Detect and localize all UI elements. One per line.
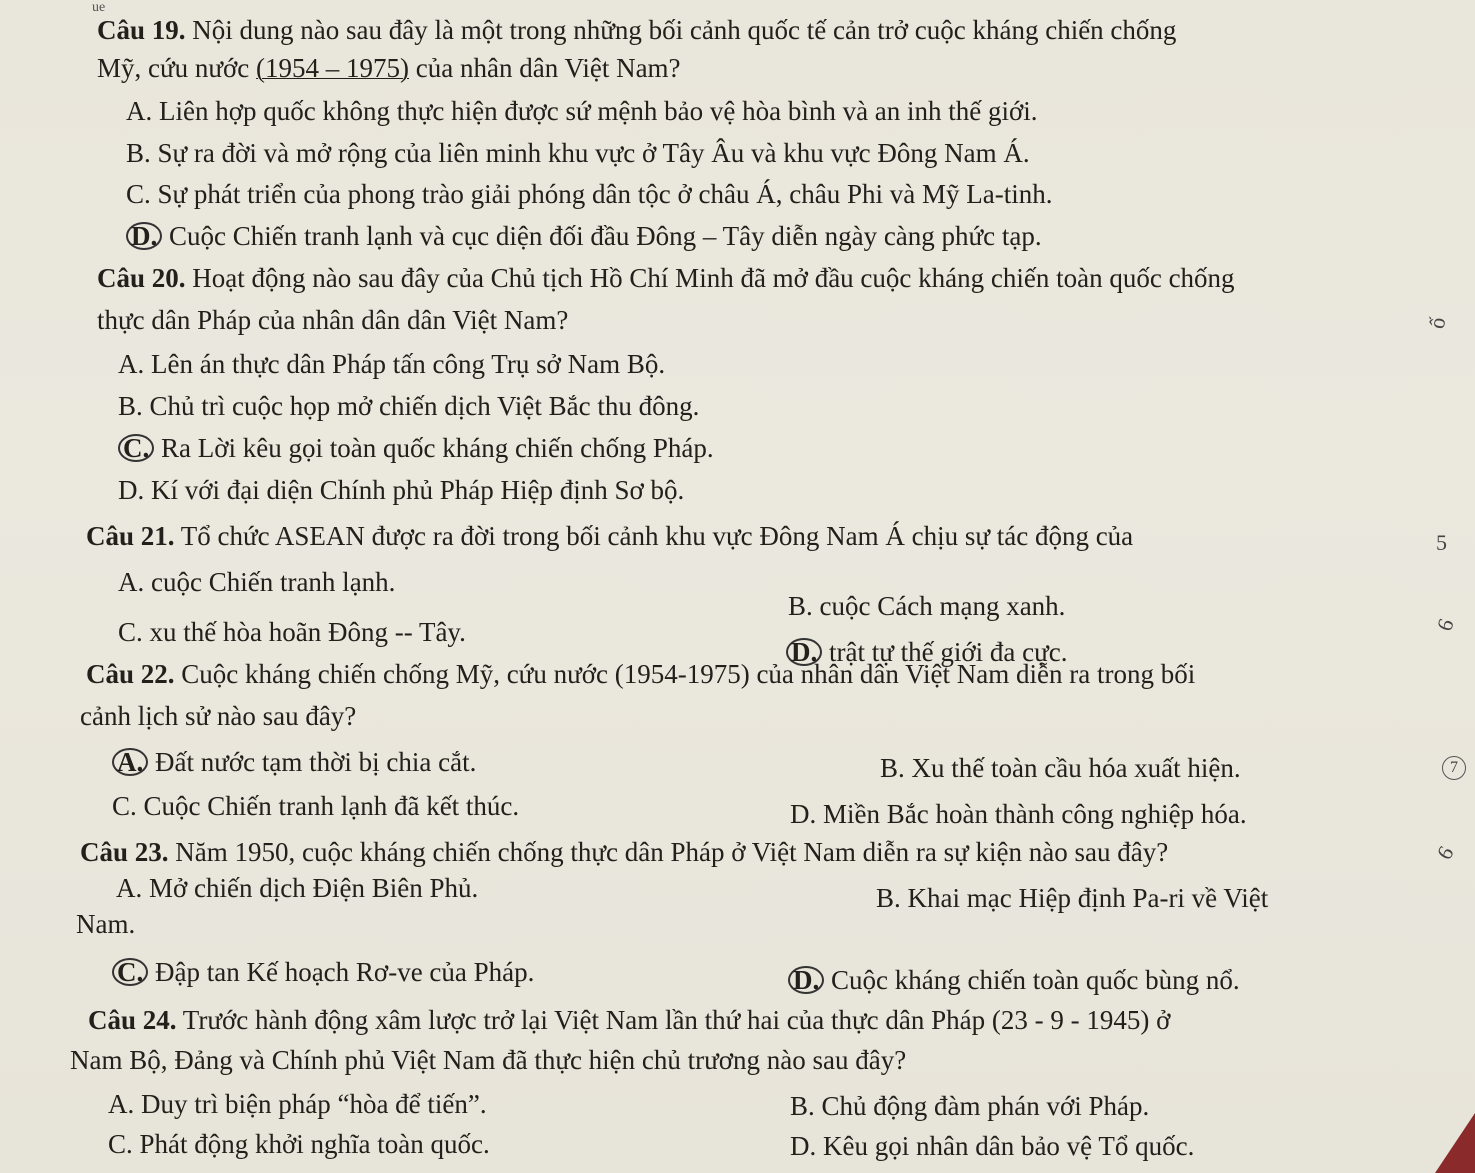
question-20-stem-text: Hoạt động nào sau đây của Chủ tịch Hồ Chí Minh đã mở đầu cuộc kháng chiến toàn quốc chống	[185, 263, 1235, 293]
question-23-stem-line1	[80, 836, 1168, 868]
question-24-option-c: C. Phát động khởi nghĩa toàn quốc.	[108, 1129, 490, 1159]
question-20-option-d: D. Kí với đại diện Chính phủ Pháp Hiệp định Sơ bộ.	[118, 475, 685, 505]
question-23-option-c	[112, 956, 534, 988]
question-19-stem-end: của nhân dân Việt Nam?	[409, 53, 681, 83]
question-20-option-c-marked: C.	[118, 434, 154, 462]
question-23-head: Câu 23.	[80, 837, 169, 867]
question-19-head: Câu 19.	[97, 15, 186, 45]
question-22-option-c: C. Cuộc Chiến tranh lạnh đã kết thúc.	[112, 791, 520, 821]
question-19-years: (1954 – 1975)	[256, 53, 410, 83]
question-19-option-d-marked: D.	[126, 222, 162, 250]
question-19-stem-text: Nội dung nào sau đây là một trong những bối cảnh quốc tế cản trở cuộc kháng chiến chống	[185, 15, 1177, 45]
question-23-option-d-text: Cuộc kháng chiến toàn quốc bùng nổ.	[824, 965, 1240, 995]
question-23-stem-text: Năm 1950, cuộc kháng chiến chống thực dân Pháp ở Việt Nam diễn ra sự kiện nào sau đây?	[168, 837, 1169, 867]
question-21-stem-text: Tổ chức ASEAN được ra đời trong bối cảnh khu vực Đông Nam Á chịu sự tác động của	[174, 521, 1134, 551]
question-19-option-d-text: Cuộc Chiến tranh lạnh và cục diện đối đầu Đông – Tây diễn ngày càng phức tạp.	[162, 221, 1042, 251]
question-20-option-c-text: Ra Lời kêu gọi toàn quốc kháng chiến chống Pháp.	[154, 433, 714, 463]
question-20-stem-line1	[97, 262, 1235, 294]
margin-mark-5: 6	[1431, 841, 1459, 864]
question-21-head: Câu 21.	[86, 521, 175, 551]
question-22-stem-line1	[86, 658, 1195, 690]
question-24-option-b: B. Chủ động đàm phán với Pháp.	[790, 1091, 1150, 1121]
margin-mark-2: 5	[1436, 530, 1447, 555]
question-24-stem-line2: Nam Bộ, Đảng và Chính phủ Việt Nam đã thực hiện chủ trương nào sau đây?	[70, 1045, 907, 1075]
question-24-option-d: D. Kêu gọi nhân dân bảo vệ Tổ quốc.	[790, 1131, 1195, 1161]
question-19-option-d	[126, 220, 1042, 252]
margin-mark-3: 6	[1431, 615, 1459, 635]
question-24-stem-line1	[88, 1004, 1170, 1036]
question-23-option-b-continued: Nam.	[76, 909, 136, 939]
question-21-option-c: C. xu thế hòa hoãn Đông -- Tây.	[118, 617, 466, 647]
question-22-option-b: B. Xu thế toàn cầu hóa xuất hiện.	[880, 753, 1241, 783]
question-23-option-c-marked: C.	[112, 958, 148, 986]
question-19-stem-part: Mỹ, cứu nước	[97, 53, 257, 83]
margin-mark-1: ố	[1423, 315, 1451, 331]
question-21-option-a: A. cuộc Chiến tranh lạnh.	[118, 567, 396, 597]
question-23-option-d-marked: D.	[788, 966, 824, 994]
question-22-option-a	[112, 746, 476, 778]
question-21-option-d-text: trật tự thế giới đa cực.	[822, 637, 1068, 667]
question-19-stem-line1	[97, 14, 1176, 46]
question-19-stem-line2	[97, 52, 681, 84]
question-23-option-a: A. Mở chiến dịch Điện Biên Phủ.	[116, 873, 479, 903]
question-22-option-a-text: Đất nước tạm thời bị chia cắt.	[148, 747, 477, 777]
question-23-option-d	[788, 964, 1240, 996]
question-19-option-c: C. Sự phát triển của phong trào giải phóng dân tộc ở châu Á, châu Phi và Mỹ La-tinh.	[126, 179, 1053, 209]
question-21-option-b: B. cuộc Cách mạng xanh.	[788, 591, 1066, 621]
question-23-option-c-text: Đập tan Kế hoạch Rơ-ve của Pháp.	[148, 957, 535, 987]
question-21-stem-line1	[86, 520, 1133, 552]
question-22-stem-text: Cuộc kháng chiến chống Mỹ, cứu nước (1954-1975) của nhân dân Việt Nam diễn ra trong bối	[174, 659, 1196, 689]
corner-note: ue	[92, 0, 106, 15]
question-23-option-b: B. Khai mạc Hiệp định Pa-ri về Việt	[876, 883, 1269, 913]
question-20-head: Câu 20.	[97, 263, 186, 293]
question-20-option-b: B. Chủ trì cuộc họp mở chiến dịch Việt Bắc thu đông.	[118, 391, 700, 421]
question-24-stem-text: Trước hành động xâm lược trở lại Việt Nam lần thứ hai của thực dân Pháp (23 - 9 - 1945) ở	[176, 1005, 1171, 1035]
question-24-option-a: A. Duy trì biện pháp “hòa để tiến”.	[108, 1089, 487, 1119]
question-20-stem-line2: thực dân Pháp của nhân dân dân Việt Nam?	[97, 305, 569, 335]
question-20-option-c	[118, 432, 714, 464]
question-22-option-a-marked: A.	[112, 748, 148, 776]
question-22-head: Câu 22.	[86, 659, 175, 689]
question-24-head: Câu 24.	[88, 1005, 177, 1035]
question-22-stem-line2: cảnh lịch sử nào sau đây?	[80, 701, 357, 731]
question-20-option-a: A. Lên án thực dân Pháp tấn công Trụ sở Nam Bộ.	[118, 349, 666, 379]
margin-mark-4: 7	[1442, 756, 1466, 780]
question-21-option-d-marked: D.	[786, 638, 822, 666]
page-corner-shadow	[1435, 1113, 1475, 1173]
question-22-option-d: D. Miền Bắc hoàn thành công nghiệp hóa.	[790, 799, 1247, 829]
question-19-option-a: A. Liên hợp quốc không thực hiện được sứ mệnh bảo vệ hòa bình và an inh thế giới.	[126, 96, 1038, 126]
question-19-option-b: B. Sự ra đời và mở rộng của liên minh khu vực ở Tây Âu và khu vực Đông Nam Á.	[126, 138, 1030, 168]
